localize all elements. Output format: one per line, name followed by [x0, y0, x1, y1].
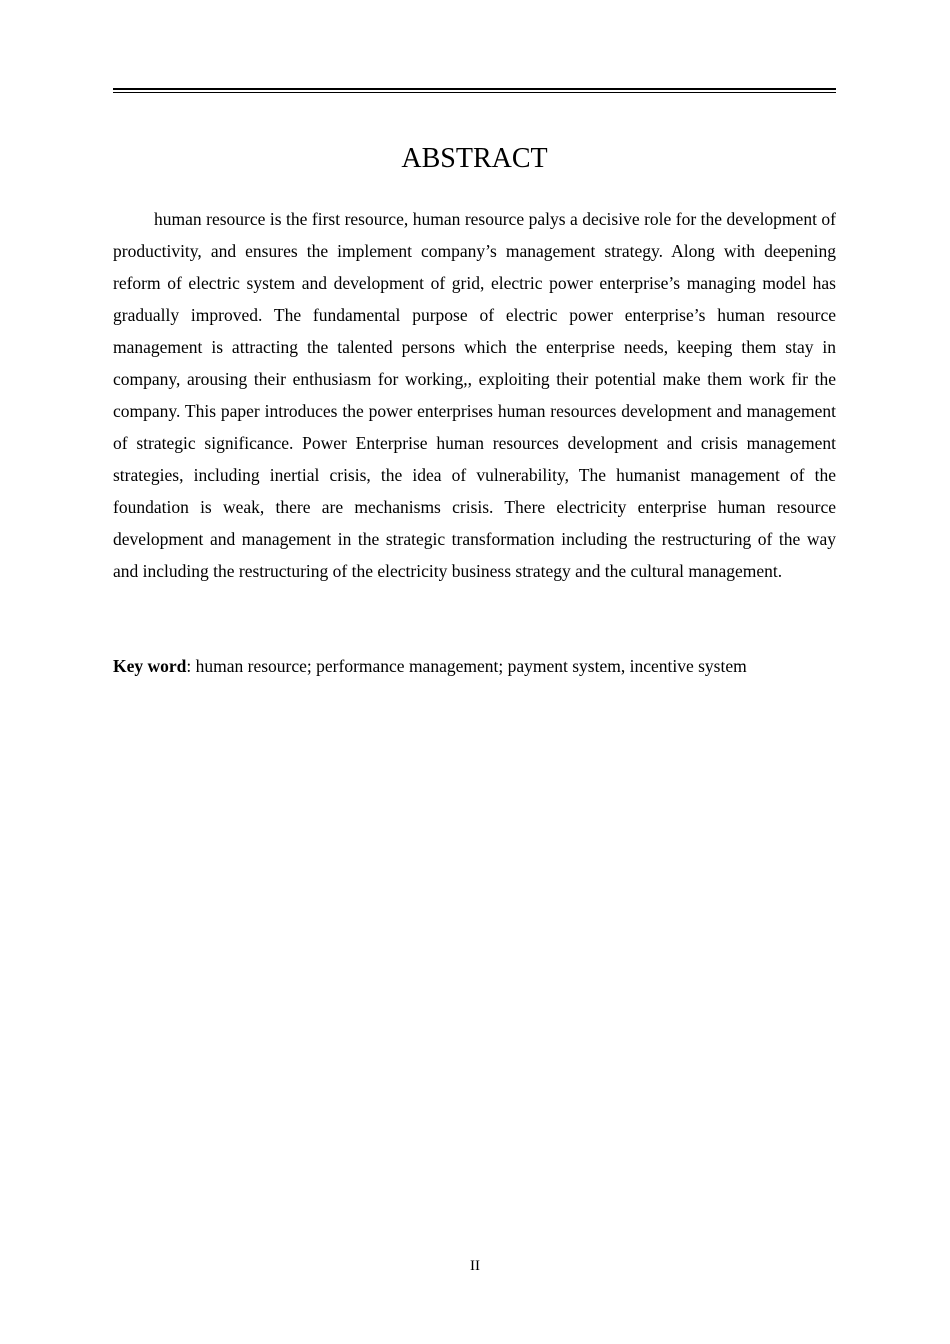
keywords-line — [113, 650, 836, 682]
header-double-rule — [113, 88, 836, 93]
keywords-text: : human resource; performance management; payment system, incentive system — [186, 656, 747, 676]
abstract-paragraph: human resource is the first resource, human resource palys a decisive role for the development of productivity, and ensures the implement company’s management strategy. Along with deepening reform of electric system and development of grid, electric power enterprise’s managing model has gradually improved. The fundamental purpose of electric power enterprise’s human resource management is attracting the talented persons which the enterprise needs, keeping them stay in company, arousing their enthusiasm for working,, exploiting their potential make them work fir the company. This paper introduces the power enterprises human resources development and management of strategic significance. Power Enterprise human resources development and crisis management strategies, including inertial crisis, the idea of vulnerability, The humanist management of the foundation is weak, there are mechanisms crisis. There electricity enterprise human resource development and management in the strategic transformation including the restructuring of the way and including the restructuring of the electricity business strategy and the cultural management. — [113, 209, 836, 581]
keywords-label: Key word — [113, 656, 187, 676]
header-rule-thin — [113, 92, 836, 93]
header-rule-thick — [113, 88, 836, 90]
page-number: II — [470, 1258, 480, 1274]
page-title: ABSTRACT — [401, 143, 548, 174]
